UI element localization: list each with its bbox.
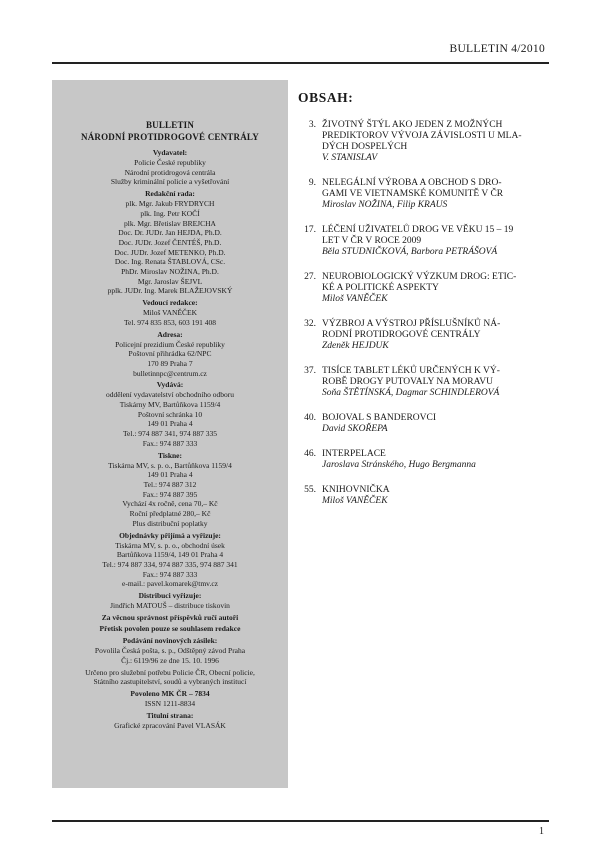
masthead-section bbox=[52, 380, 288, 448]
masthead-line: Fax.: 974 887 333 bbox=[142, 569, 198, 579]
toc-article-author: Běla STUDNIČKOVÁ, Barbora PETRÁŠOVÁ bbox=[322, 247, 498, 257]
masthead-section bbox=[52, 189, 288, 296]
masthead-section-heading: Povoleno MK ČR – 7834 bbox=[130, 688, 210, 698]
masthead-notes bbox=[52, 613, 288, 634]
toc-entry[interactable] bbox=[298, 449, 550, 471]
masthead-line: plk. Mgr. Jakub FRYDRYCH bbox=[125, 199, 215, 209]
toc-article-title: ŽIVOTNÝ ŠTÝL AKO JEDEN Z MOŽNÝCH PREDIKTOROV VÝVOJA ZÁVISLOSTI U MLA- DÝCH DOSPELÝCH bbox=[322, 120, 522, 152]
masthead-line: 149 01 Praha 4 bbox=[147, 419, 193, 429]
masthead-section bbox=[52, 330, 288, 379]
toc-page-number: 27. bbox=[304, 272, 316, 282]
toc-page-number: 9. bbox=[308, 178, 316, 188]
toc-article-title: KNIHOVNIČKA bbox=[322, 485, 390, 495]
toc-page-number: 32. bbox=[304, 319, 316, 329]
masthead-line: ISSN 1211-8834 bbox=[144, 698, 196, 708]
toc-article-title: NELEGÁLNÍ VÝROBA A OBCHOD S DRO- GAMI VE VIETNAMSKÉ KOMUNITĚ V ČR bbox=[322, 178, 504, 199]
masthead-line: Tel.: 974 887 334, 974 887 335, 974 887 341 bbox=[102, 559, 238, 569]
toc-article-title: LÉČENÍ UŽIVATELŮ DROG VE VĚKU 15 – 19 LET V ČR V ROCE 2009 bbox=[322, 225, 514, 246]
toc-entry[interactable] bbox=[298, 178, 550, 211]
toc-heading: OBSAH: bbox=[298, 90, 354, 105]
masthead-section-heading: Distribuci vyřizuje: bbox=[138, 591, 202, 601]
masthead-section bbox=[52, 591, 288, 611]
masthead-line: 170 89 Praha 7 bbox=[147, 358, 193, 368]
masthead-line: Tiskárna MV, s. p. o., Bartůňkova 1159/4 bbox=[108, 460, 232, 470]
toc-page-number: 55. bbox=[304, 485, 316, 495]
masthead-line: Poštovní schránka 10 bbox=[137, 409, 203, 419]
masthead-section-heading: Vydává: bbox=[156, 380, 184, 390]
masthead-section bbox=[52, 636, 288, 665]
page-number: 1 bbox=[539, 826, 544, 837]
toc-article-author: Jaroslava Stránského, Hugo Bergmanna bbox=[322, 460, 476, 470]
toc-article-title: TISÍCE TABLET LÉKŮ URČENÝCH K VÝ- ROBĚ DROGY PUTOVALY NA MORAVU bbox=[322, 366, 500, 387]
masthead-section bbox=[52, 451, 288, 529]
masthead-section-heading: Podávání novinových zásilek: bbox=[122, 636, 218, 646]
masthead-line: Tel.: 974 887 312 bbox=[143, 479, 197, 489]
toc-article-title: BOJOVAL S BANDEROVCI bbox=[322, 413, 437, 423]
masthead-line: Policejní prezidium České republiky bbox=[115, 339, 225, 349]
toc-entries bbox=[298, 120, 550, 507]
masthead-line: Doc. Ing. Renata ŠTABLOVÁ, CSc. bbox=[114, 257, 226, 267]
masthead-section-heading: Adresa: bbox=[157, 329, 183, 339]
masthead-line: e-mail.: pavel.komarek@tmv.cz bbox=[122, 579, 218, 589]
masthead-line: Doc. JUDr. Jozef METENKO, Ph.D. bbox=[114, 247, 226, 257]
masthead-section-heading: Redakční rada: bbox=[145, 189, 195, 199]
masthead-section bbox=[52, 689, 288, 709]
masthead-box bbox=[52, 80, 288, 788]
toc-page-number: 3. bbox=[308, 120, 316, 130]
masthead-section bbox=[52, 711, 288, 731]
masthead-line: Státního zastupitelství, soudů a vybraných institucí bbox=[93, 677, 247, 687]
masthead-note: Za věcnou správnost příspěvků ručí autoři bbox=[101, 612, 239, 622]
toc-article-author: Miroslav NOŽINA, Filip KRAUS bbox=[322, 200, 448, 210]
toc-page-number: 40. bbox=[304, 413, 316, 423]
masthead-line: Tiskárna MV, s. p. o., obchodní úsek bbox=[115, 540, 225, 550]
masthead-line: 149 01 Praha 4 bbox=[147, 470, 193, 480]
masthead-line: Tiskárny MV, Bartůňkova 1159/4 bbox=[119, 400, 221, 410]
masthead-line: Roční předplatné 280,– Kč bbox=[129, 509, 211, 519]
masthead-line: Tel.: 974 887 341, 974 887 335 bbox=[122, 429, 218, 439]
toc-article-title: VÝZBROJ A VÝSTROJ PŘÍSLUŠNÍKŮ NÁ- RODNÍ PROTIDROGOVÉ CENTRÁLY bbox=[322, 319, 501, 340]
masthead-line: plk. Mgr. Břetislav BREJCHA bbox=[124, 218, 216, 228]
masthead-sections bbox=[52, 148, 288, 611]
toc-article-author: David SKOŘEPA bbox=[322, 424, 388, 434]
masthead-line: Mgr. Jaroslav ŠEJVL bbox=[137, 276, 203, 286]
toc-page-number: 37. bbox=[304, 366, 316, 376]
masthead-line: Vychází 4x ročně, cena 70,– Kč bbox=[122, 499, 218, 509]
masthead-section bbox=[52, 148, 288, 187]
masthead-line: Plus distribuční poplatky bbox=[132, 518, 208, 528]
masthead-line: plk. Ing. Petr KOČÍ bbox=[140, 208, 200, 218]
toc-entry[interactable] bbox=[298, 413, 550, 435]
running-header: BULLETIN 4/2010 bbox=[449, 43, 545, 55]
masthead-line: Národní protidrogová centrála bbox=[124, 167, 216, 177]
masthead-line: Fax.: 974 887 395 bbox=[142, 489, 198, 499]
masthead-section bbox=[52, 668, 288, 687]
table-of-contents bbox=[298, 90, 550, 521]
masthead-line: oddělení vydavatelství obchodního odboru bbox=[105, 390, 235, 400]
masthead-line: Miloš VANĚČEK bbox=[142, 308, 198, 318]
masthead-line: Povolila Česká pošta, s. p., Odštěpný závod Praha bbox=[94, 646, 246, 656]
toc-article-author: V. STANISLAV bbox=[322, 153, 378, 163]
masthead-section-heading: Vedoucí redakce: bbox=[142, 298, 198, 308]
masthead-line: Doc. Dr. JUDr. Jan HEJDA, Ph.D. bbox=[118, 228, 222, 238]
toc-entry[interactable] bbox=[298, 120, 550, 164]
masthead-section-heading: Tiskne: bbox=[157, 450, 183, 460]
header-rule bbox=[52, 62, 549, 64]
toc-article-author: Soňa ŠTĚTÍNSKÁ, Dagmar SCHINDLEROVÁ bbox=[322, 388, 500, 398]
masthead-line: Tel. 974 835 853, 603 191 408 bbox=[124, 317, 216, 327]
toc-entry[interactable] bbox=[298, 366, 550, 399]
masthead-line: Doc. JUDr. Jozef ČENTÉŠ, Ph.D. bbox=[118, 237, 222, 247]
masthead-note: Přetisk povolen pouze se souhlasem redakce bbox=[99, 624, 241, 634]
masthead-line: Čj.: 6119/96 ze dne 15. 10. 1996 bbox=[121, 655, 219, 665]
masthead-section bbox=[52, 531, 288, 590]
masthead-line: Určeno pro služební potřebu Policie ČR, Obecní policie, bbox=[85, 667, 255, 677]
masthead-line: Poštovní přihrádka 62/NPC bbox=[128, 349, 212, 359]
masthead-line: Grafické zpracování Pavel VLASÁK bbox=[114, 720, 226, 730]
masthead-section-heading: Titulní strana: bbox=[146, 710, 194, 720]
toc-article-author: Miloš VANĚČEK bbox=[322, 496, 388, 506]
toc-article-author: Zdeněk HEJDUK bbox=[322, 341, 389, 351]
toc-article-author: Miloš VANĚČEK bbox=[322, 294, 388, 304]
masthead-section-heading: Objednávky přijímá a vyřizuje: bbox=[119, 530, 221, 540]
footer-rule bbox=[52, 820, 549, 822]
masthead-line: Fax.: 974 887 333 bbox=[142, 438, 198, 448]
toc-entry[interactable] bbox=[298, 319, 550, 352]
masthead-line: PhDr. Miroslav NOŽINA, Ph.D. bbox=[121, 267, 219, 277]
masthead-line: Bartůňkova 1159/4, 149 01 Praha 4 bbox=[116, 550, 224, 560]
toc-entry[interactable] bbox=[298, 225, 550, 258]
masthead-line: bulletinnpc@centrum.cz bbox=[133, 368, 207, 378]
toc-entry[interactable] bbox=[298, 272, 550, 305]
masthead-sections-2 bbox=[52, 636, 288, 730]
toc-entry[interactable] bbox=[298, 485, 550, 507]
masthead-line: pplk. JUDr. Ing. Marek BLAŽEJOVSKÝ bbox=[107, 286, 233, 296]
masthead-title: BULLETIN bbox=[145, 120, 195, 130]
masthead-line: Jindřich MATOUŠ – distribuce tiskovin bbox=[110, 601, 230, 611]
masthead-section bbox=[52, 298, 288, 327]
masthead-line: Služby kriminální policie a vyšetřování bbox=[110, 177, 230, 187]
masthead-line: Policie České republiky bbox=[134, 158, 206, 167]
toc-article-title: INTERPELACE bbox=[322, 449, 386, 459]
masthead-section-heading: Vydavatel: bbox=[152, 148, 188, 157]
masthead-subtitle: NÁRODNÍ PROTIDROGOVÉ CENTRÁLY bbox=[81, 132, 259, 142]
toc-article-title: NEUROBIOLOGICKÝ VÝZKUM DROG: ETIC- KÉ A POLITICKÉ ASPEKTY bbox=[322, 272, 517, 293]
toc-page-number: 46. bbox=[304, 449, 316, 459]
toc-page-number: 17. bbox=[304, 225, 316, 235]
